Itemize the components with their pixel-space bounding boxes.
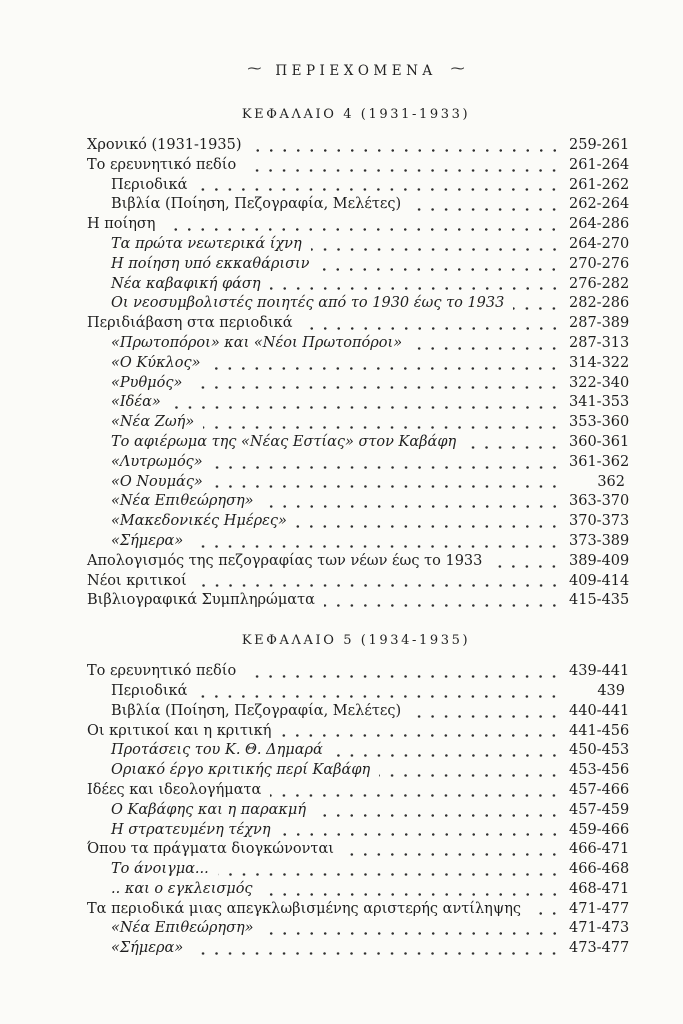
- entry-page-range: 363-370: [569, 493, 630, 510]
- entry-page-range: 409-414: [569, 572, 630, 589]
- entry-title: Η στρατευμένη τέχνη: [111, 821, 271, 838]
- entry-title: Χρονικό (1931-1935): [87, 137, 242, 153]
- dot-leader: [315, 814, 561, 817]
- dot-leader: [491, 565, 561, 568]
- entry-title: «Λυτρωμός»: [111, 453, 203, 470]
- entry-title: Οι κριτικοί και η κριτική: [87, 722, 272, 739]
- dot-leader: [262, 893, 561, 896]
- entry-page-range: 439: [597, 682, 625, 699]
- entry-title: Ο Καβάφης και η παρακμή: [111, 801, 307, 818]
- ornament-right-icon: ⁓: [450, 61, 465, 77]
- entry-title: Το άνοιγμα...: [111, 861, 209, 878]
- toc-entry: [87, 801, 630, 821]
- dot-leader: [192, 545, 561, 548]
- entry-title: .. και ο εγκλεισμός: [111, 880, 253, 897]
- toc-rows: [87, 136, 630, 611]
- dot-leader: [263, 932, 561, 935]
- toc-entry: [87, 492, 630, 512]
- toc-entry: [87, 591, 630, 611]
- chapter-heading: ΚΕΦΑΛΑΙΟ 5 (1934-1935): [241, 633, 471, 649]
- entry-title: Περιδιάβαση στα περιοδικά: [87, 315, 293, 332]
- entry-page-range: 259-261: [569, 137, 630, 153]
- entry-page-range: 373-389: [569, 532, 630, 549]
- entry-title: Το αφιέρωμα της «Νέας Εστίας» στον Καβάφη: [111, 433, 457, 450]
- entry-page-range: 466-471: [569, 841, 630, 858]
- page-title: ΠΕΡΙΕΧΟΜΕΝΑ: [275, 63, 437, 79]
- entry-title: «Νέα Επιθεώρηση»: [111, 920, 254, 937]
- dot-leader: [343, 853, 561, 856]
- entry-page-range: 362: [597, 473, 625, 490]
- dot-leader: [410, 208, 561, 211]
- dot-leader: [318, 268, 561, 271]
- entry-page-range: 276-282: [569, 275, 630, 292]
- toc-entry: [87, 512, 630, 532]
- dot-leader: [379, 774, 561, 777]
- entry-page-range: 457-459: [569, 801, 630, 818]
- entry-page-range: 415-435: [569, 592, 630, 609]
- entry-title: Περιοδικά: [111, 682, 188, 699]
- dot-leader: [263, 505, 561, 508]
- entry-page-range: 450-453: [569, 742, 630, 759]
- entry-title: Περιοδικά: [111, 176, 188, 193]
- entry-page-range: 459-466: [569, 821, 630, 838]
- entry-page-range: 468-471: [569, 880, 630, 897]
- entry-page-range: 360-361: [569, 433, 630, 450]
- entry-page-range: 440-441: [569, 702, 630, 719]
- ornament-left-icon: ⁓: [247, 61, 262, 77]
- toc-entry: [87, 156, 630, 176]
- toc-entry: [87, 662, 630, 682]
- entry-title: «Μακεδονικές Ημέρες»: [111, 513, 287, 530]
- dot-leader: [311, 248, 561, 251]
- toc-entry: [87, 821, 630, 841]
- entry-title: Όπου τα πράγματα διογκώνονται: [87, 841, 334, 858]
- dot-leader: [280, 734, 561, 737]
- entry-title: Το ερευνητικό πεδίο: [87, 663, 237, 680]
- toc-entry: [87, 393, 630, 413]
- toc-entry: [87, 354, 630, 374]
- entry-title: «Ρυθμός»: [111, 374, 183, 391]
- entry-title: Οι νεοσυμβολιστές ποιητές από το 1930 έως το 1933: [111, 295, 505, 312]
- entry-title: «Ιδέα»: [111, 394, 161, 411]
- entry-title: «Νέα Ζωή»: [111, 414, 195, 431]
- entry-page-range: 264-270: [569, 235, 630, 252]
- dot-leader: [209, 367, 561, 370]
- entry-page-range: 441-456: [569, 722, 630, 739]
- dot-leader: [332, 754, 561, 757]
- dot-leader: [302, 327, 561, 330]
- entry-title: Ιδέες και ιδεολογήματα: [87, 781, 262, 798]
- entry-page-range: 270-276: [569, 255, 630, 272]
- toc-entry: [87, 860, 630, 880]
- entry-title: Η ποίηση υπό εκκαθάρισιν: [111, 255, 310, 272]
- dot-leader: [251, 149, 562, 152]
- toc-entry: [87, 195, 630, 215]
- dot-leader: [170, 406, 561, 409]
- toc-entry: [87, 176, 630, 196]
- dot-leader: [411, 347, 561, 350]
- toc-entry: [87, 781, 630, 801]
- entry-page-range: 471-473: [569, 920, 630, 937]
- toc-entry: [87, 761, 630, 781]
- entry-page-range: 264-286: [569, 216, 630, 233]
- chapter-section: [87, 80, 630, 611]
- entry-page-range: 353-360: [569, 414, 630, 431]
- dot-leader: [196, 188, 561, 191]
- dot-leader: [513, 307, 561, 310]
- toc-entry: [87, 939, 630, 959]
- entry-title: «Σήμερα»: [111, 940, 184, 957]
- chapter-section: [87, 611, 630, 959]
- toc-entry: [87, 473, 625, 493]
- entry-title: Οριακό έργο κριτικής περί Καβάφη: [111, 762, 371, 779]
- toc-entry: [87, 255, 630, 275]
- entry-title: «Ο Κύκλος»: [111, 354, 201, 371]
- entry-title: Απολογισμός της πεζογραφίας των νέων έως το 1933: [87, 552, 483, 569]
- toc-entry: [87, 275, 630, 295]
- entry-page-range: 262-264: [569, 196, 630, 213]
- dot-leader: [192, 952, 561, 955]
- entry-title: «Ο Νουμάς»: [111, 473, 203, 490]
- dot-leader: [296, 525, 561, 528]
- entry-title: Το ερευνητικό πεδίο: [87, 156, 237, 173]
- entry-page-range: 439-441: [569, 663, 630, 680]
- dot-leader: [245, 675, 561, 678]
- entry-title: «Σήμερα»: [111, 532, 184, 549]
- dot-leader: [270, 794, 561, 797]
- toc-entry: [87, 880, 630, 900]
- toc-entry: [87, 314, 630, 334]
- dot-leader: [324, 604, 561, 607]
- dot-leader: [212, 485, 561, 488]
- toc-entry: [87, 215, 630, 235]
- entry-page-range: 314-322: [569, 354, 630, 371]
- entry-page-range: 473-477: [569, 940, 630, 957]
- toc-entry: [87, 572, 630, 592]
- toc-entry: [87, 741, 630, 761]
- toc-entry: [87, 552, 630, 572]
- toc-sections: [87, 80, 630, 959]
- toc-entry: [87, 919, 630, 939]
- dot-leader: [530, 912, 561, 915]
- dot-leader: [410, 715, 561, 718]
- entry-page-range: 471-477: [569, 900, 630, 917]
- entry-page-range: 261-264: [569, 156, 630, 173]
- entry-title: Νέα καβαφική φάση: [111, 275, 261, 292]
- dot-leader: [218, 873, 561, 876]
- toc-entry: [87, 532, 630, 552]
- toc-entry: [87, 682, 625, 702]
- toc-entry: [87, 136, 630, 156]
- toc-entry: [87, 840, 630, 860]
- entry-page-range: 361-362: [569, 453, 630, 470]
- toc-entry: [87, 413, 630, 433]
- entry-page-range: 370-373: [569, 513, 630, 530]
- entry-title: Η ποίηση: [87, 216, 156, 233]
- entry-page-range: 466-468: [569, 861, 630, 878]
- dot-leader: [465, 446, 561, 449]
- entry-page-range: 341-353: [569, 394, 630, 411]
- dot-leader: [164, 228, 561, 231]
- chapter-heading: ΚΕΦΑΛΑΙΟ 4 (1931-1933): [241, 107, 471, 122]
- toc-entry: [87, 374, 630, 394]
- toc-entry: [87, 235, 630, 255]
- entry-page-range: 457-466: [569, 781, 630, 798]
- entry-page-range: 261-262: [569, 176, 630, 193]
- dot-leader: [196, 584, 561, 587]
- entry-title: Τα περιοδικά μιας απεγκλωβισμένης αριστερής αντίληψης: [87, 900, 522, 917]
- toc-entry: [87, 294, 630, 314]
- entry-title: «Νέα Επιθεώρηση»: [111, 493, 254, 510]
- entry-title: Βιβλία (Ποίηση, Πεζογραφία, Μελέτες): [111, 196, 402, 213]
- dot-leader: [203, 426, 561, 429]
- entry-page-range: 322-340: [569, 374, 630, 391]
- dot-leader: [245, 169, 561, 172]
- entry-page-range: 389-409: [569, 552, 630, 569]
- page-header: [87, 62, 625, 80]
- dot-leader: [191, 386, 561, 389]
- toc-rows: [87, 662, 630, 959]
- dot-leader: [270, 287, 561, 290]
- entry-page-range: 453-456: [569, 762, 630, 779]
- toc-entry: [87, 453, 630, 473]
- entry-title: Βιβλιογραφικά Συμπληρώματα: [87, 592, 315, 609]
- toc-entry: [87, 900, 630, 920]
- entry-title: Τα πρώτα νεωτερικά ίχνη: [111, 235, 302, 252]
- toc-entry: [87, 433, 630, 453]
- entry-page-range: 287-313: [569, 334, 630, 351]
- entry-title: Νέοι κριτικοί: [87, 572, 187, 589]
- entry-title: «Πρωτοπόροι» και «Νέοι Πρωτοπόροι»: [111, 334, 403, 351]
- dot-leader: [280, 833, 561, 836]
- dot-leader: [196, 695, 561, 698]
- entry-title: Βιβλία (Ποίηση, Πεζογραφία, Μελέτες): [111, 702, 402, 719]
- toc-entry: [87, 334, 630, 354]
- toc-entry: [87, 702, 630, 722]
- entry-page-range: 287-389: [569, 315, 630, 332]
- entry-page-range: 282-286: [569, 295, 630, 312]
- toc-entry: [87, 722, 630, 742]
- dot-leader: [212, 466, 561, 469]
- entry-title: Προτάσεις του Κ. Θ. Δημαρά: [111, 742, 323, 759]
